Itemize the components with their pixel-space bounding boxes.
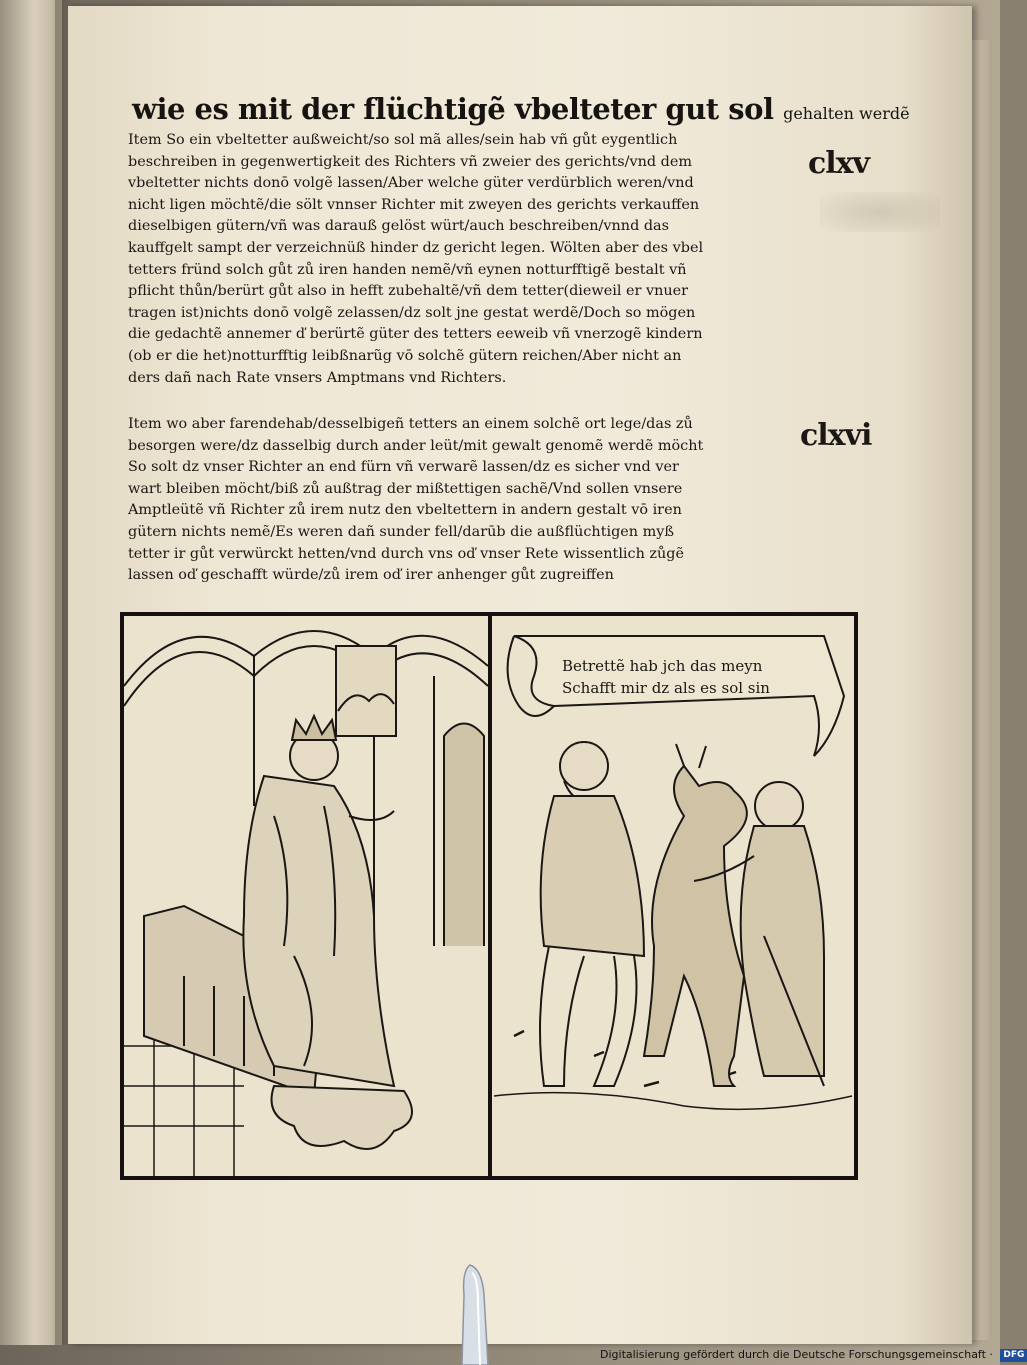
text-line: tetters fründ solch gůt zů iren handen nemẽ/vñ eynen notturfftigẽ bestalt vñ bbox=[128, 261, 687, 278]
scanner-pointer-icon bbox=[452, 1265, 496, 1365]
text-line: ders dañ nach Rate vnsers Amptmans vnd Richters. bbox=[128, 369, 507, 386]
text-line: kauffgelt sampt der verzeichnüß hinder dz gericht legen. Wölten aber des vbel bbox=[128, 239, 704, 256]
text-line: besorgen were/dz dasselbig durch ander leüt/mit gewalt genomẽ werdẽ möcht bbox=[128, 437, 704, 454]
left-panel-judge bbox=[124, 631, 488, 1176]
banner-line-1: Betrettẽ hab jch das meyn bbox=[562, 657, 763, 675]
dfg-logo: DFG bbox=[1000, 1349, 1027, 1362]
text-line: vbeltetter nichts donō volgẽ lassen/Aber welche güter verdürblich weren/vnd bbox=[128, 175, 694, 192]
text-line: tragen ist)nichts donō volgẽ zelassen/dz solt jne gestat werdẽ/Doch so mögen bbox=[128, 304, 696, 321]
heading-main: wie es mit der flüchtigẽ vbelteter gut sol bbox=[132, 92, 774, 126]
text-line: tetter ir gůt verwürckt hetten/vnd durch vns oď vnser Rete wissentlich zůgẽ bbox=[128, 545, 685, 562]
text-line: gütern nichts nemẽ/Es weren dañ sunder fell/darūb die außflüchtigen myß bbox=[128, 523, 675, 540]
text-line: Amptleütẽ vñ Richter zů irem nutz den vbeltettern in andern gestalt vō iren bbox=[128, 502, 682, 519]
folio-number-clxvi: clxvi bbox=[800, 418, 872, 453]
woodcut-drawing bbox=[124, 616, 854, 1176]
digitization-credit bbox=[600, 1345, 1025, 1365]
show-through-marking bbox=[820, 192, 940, 232]
text-line: wart bleiben möcht/biß zů außtrag der mißtettigen sachẽ/Vnd sollen vnsere bbox=[128, 480, 683, 497]
text-line: die gedachtẽ annemer ď berürtẽ güter des tetters eeweib vñ vnerzogẽ kindern bbox=[128, 326, 703, 343]
text-line: So solt dz vnser Richter an end fürn vñ verwarẽ lassen/dz es sicher vnd ver bbox=[128, 459, 679, 476]
text-line: lassen oď geschafft würde/zů irem oď irer anhenger gůt zugreiffen bbox=[128, 567, 614, 584]
text-line: pflicht thůn/berürt gůt also in hefft zubehaltẽ/vñ dem tetter(dieweil er vnuer bbox=[128, 283, 689, 300]
text-line: Item wo aber farendehab/desselbigeñ tetters an einem solchẽ ort lege/das zů bbox=[128, 416, 693, 432]
banner-inscription bbox=[562, 655, 802, 699]
panel-divider bbox=[488, 616, 492, 1176]
text-line: Item So ein vbeltetter außweicht/so sol mã alles/sein hab vñ gůt eygentlich bbox=[128, 132, 678, 148]
facing-page-edge bbox=[0, 0, 62, 1345]
banner-line-2: Schafft mir dz als es sol sin bbox=[562, 679, 770, 697]
folio-number-clxv: clxv bbox=[808, 146, 869, 181]
paragraph-1 bbox=[128, 130, 800, 389]
horse-figure bbox=[644, 766, 747, 1086]
credit-text: Digitalisierung gefördert durch die Deutsche Forschungsgemeinschaft · bbox=[600, 1348, 993, 1361]
text-line: beschreiben in gegenwertigkeit des Richters vñ zweier des gerichts/vnd dem bbox=[128, 153, 693, 170]
text-line: dieselbigen gütern/vñ was darauß gelöst würt/auch beschreiben/vnnd das bbox=[128, 218, 670, 235]
right-panel-scene bbox=[494, 636, 852, 1109]
heading-tail: gehalten werdẽ bbox=[783, 104, 910, 123]
paragraph-2 bbox=[128, 414, 800, 587]
text-line: nicht ligen möchtẽ/die sölt vnnser Richter mit zweyen des gerichts verkauffen bbox=[128, 196, 700, 213]
text-line: (ob er die het)notturfftig leibßnarũg vō solchẽ gütern reichen/Aber nicht an bbox=[128, 347, 682, 364]
section-heading bbox=[132, 92, 910, 126]
